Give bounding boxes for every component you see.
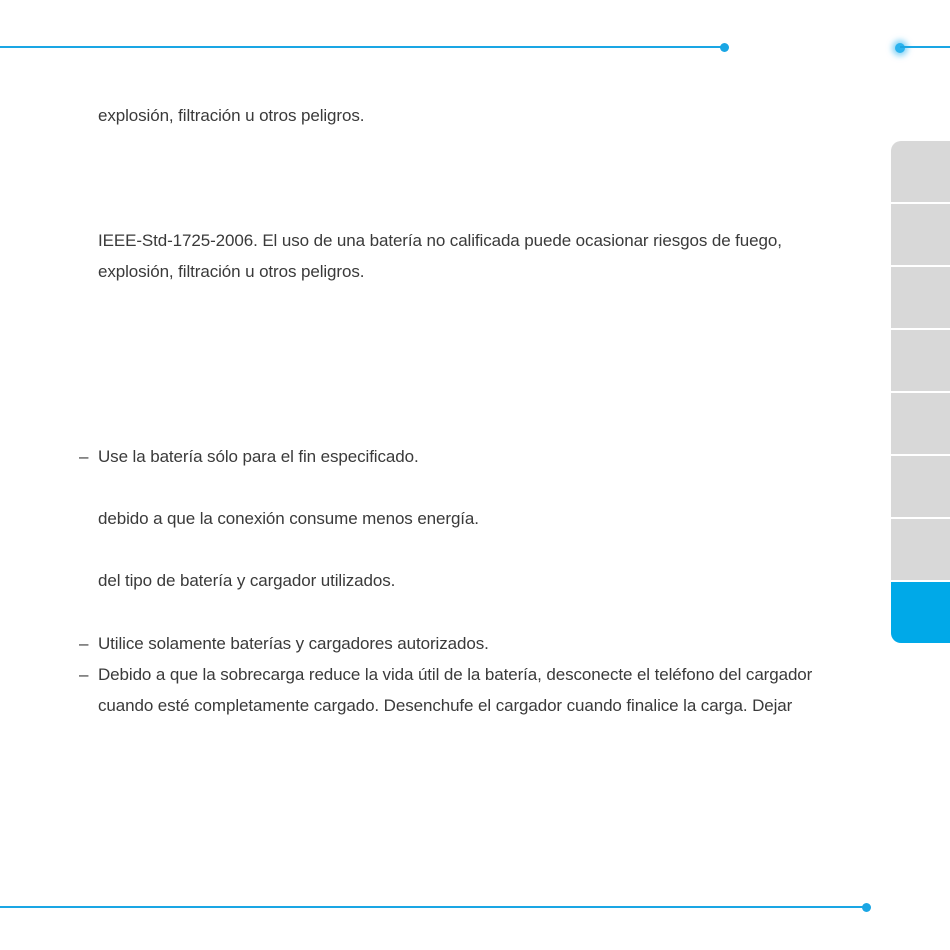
top-right-rule [900,46,950,48]
top-rule-end-dot [720,43,729,52]
text-line-3: explosión, filtración u otros peligros. [98,262,365,281]
chapter-tab-7[interactable] [891,519,950,582]
chapter-tab-5[interactable] [891,393,950,456]
chapter-tab-1[interactable] [891,141,950,204]
text-line-1: explosión, filtración u otros peligros. [98,106,365,125]
text-line-4: Use la batería sólo para el fin especificado. [98,447,419,466]
bullet-dash: – [79,665,89,684]
top-rule [0,46,724,48]
chapter-tabs [891,141,950,643]
bullet-dash: – [79,447,89,466]
bullet-dash: – [79,634,89,653]
text-line-7: Utilice solamente baterías y cargadores autorizados. [98,634,489,653]
text-line-9: cuando esté completamente cargado. Desenchufe el cargador cuando finalice la carga. Dejar [98,696,793,715]
chapter-tab-2[interactable] [891,204,950,267]
text-line-6: del tipo de batería y cargador utilizados. [98,571,396,590]
chapter-tab-6[interactable] [891,456,950,519]
chapter-tab-8-active[interactable] [891,582,950,643]
text-line-8: Debido a que la sobrecarga reduce la vida útil de la batería, desconecte el teléfono del cargador [98,665,813,684]
text-line-5: debido a que la conexión consume menos energía. [98,509,479,528]
bottom-rule-end-dot [862,903,871,912]
bottom-rule [0,906,866,908]
top-glow-dot [895,43,905,53]
chapter-tab-4[interactable] [891,330,950,393]
text-line-2: IEEE-Std-1725-2006. El uso de una batería no calificada puede ocasionar riesgos de fuego, [98,231,782,250]
chapter-tab-3[interactable] [891,267,950,330]
